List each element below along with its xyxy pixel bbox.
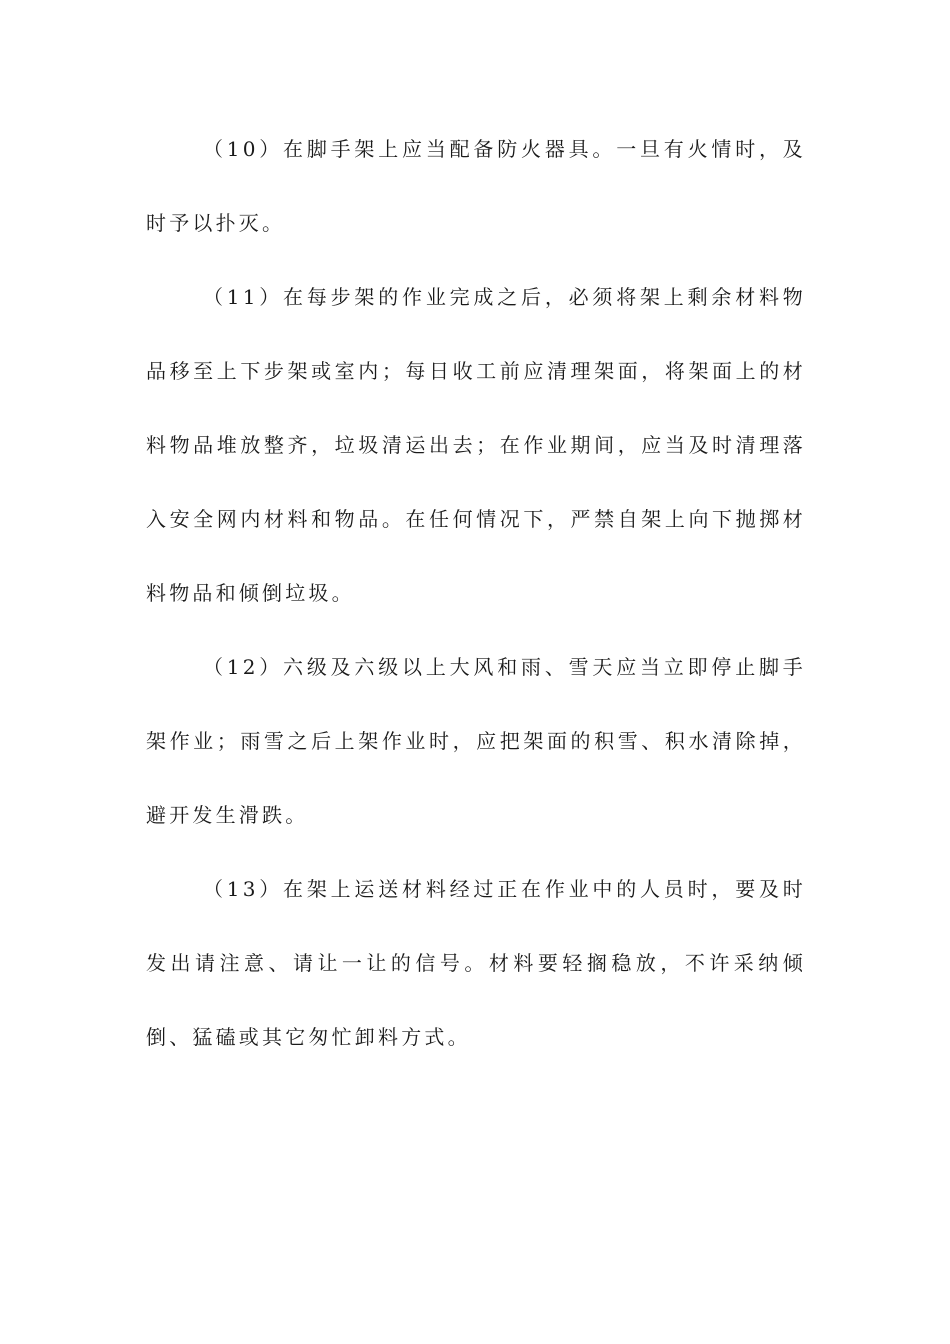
document-body xyxy=(146,112,806,1074)
paragraph-11: （11）在每步架的作业完成之后，必须将架上剩余材料物品移至上下步架或室内；每日收工前应清理架面，将架面上的材料物品堆放整齐，垃圾清运出去；在作业期间，应当及时清理落入安全网内材料和物品。在任何情况下，严禁自架上向下抛掷材料物品和倾倒垃圾。 xyxy=(146,285,806,605)
paragraph-13: （13）在架上运送材料经过正在作业中的人员时，要及时发出请注意、请让一让的信号。材料要轻搁稳放，不许采纳倾倒、猛磕或其它匆忙卸料方式。 xyxy=(146,877,806,1049)
paragraph-12: （12）六级及六级以上大风和雨、雪天应当立即停止脚手架作业；雨雪之后上架作业时，应把架面的积雪、积水清除掉，避开发生滑跌。 xyxy=(146,655,806,827)
paragraph-10: （10）在脚手架上应当配备防火器具。一旦有火情时，及时予以扑灭。 xyxy=(146,137,806,235)
